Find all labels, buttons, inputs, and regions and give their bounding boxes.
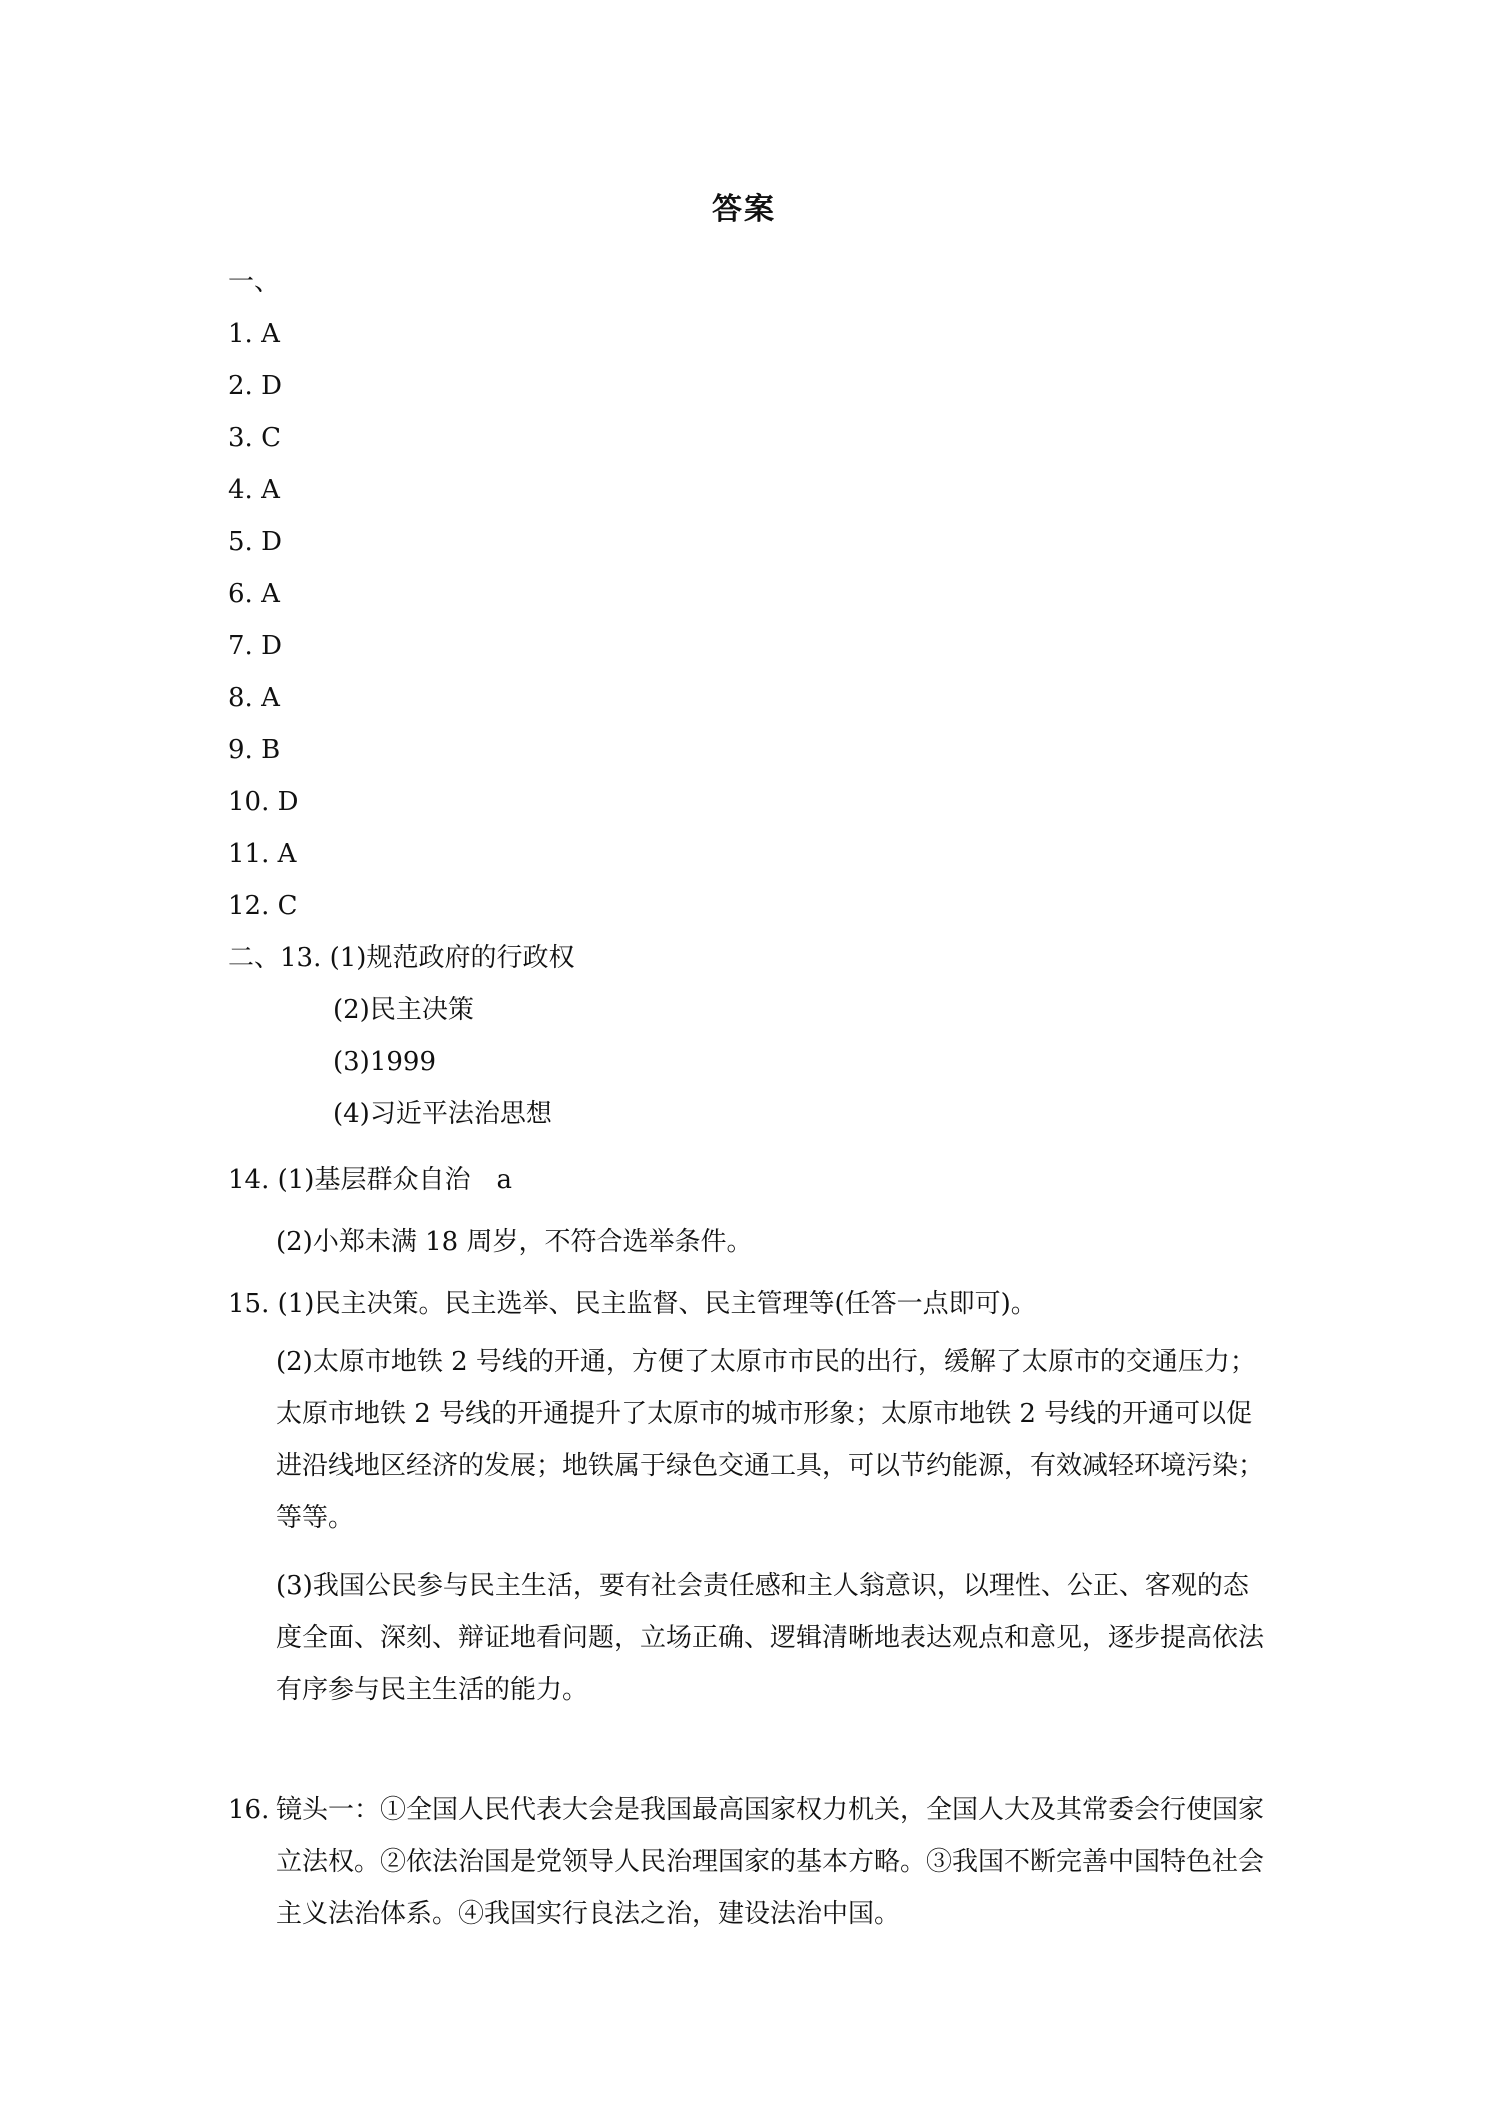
q14-part2: (2)小郑未满 18 周岁，不符合选举条件。 — [276, 1227, 753, 1257]
q15-part2: (2)太原市地铁 2 号线的开通，方便了太原市市民的出行，缓解了太原市的交通压力；太原市地铁 2 号线的开通提升了太原市的城市形象；太原市地铁 2 号线的开通可以促进沿线地区经济的发展；地铁属于绿色交通工具，可以节约能源，有效减轻环境污染；等等。 — [276, 1347, 1265, 1533]
answer-12: 12. C — [228, 891, 298, 921]
q16-number: 16. — [228, 1795, 270, 1825]
answer-3: 3. C — [228, 423, 281, 453]
answer-5: 5. D — [228, 527, 282, 557]
q14-part1: 14. (1)基层群众自治 a — [228, 1165, 512, 1195]
q16-text: 镜头一：①全国人民代表大会是我国最高国家权力机关，全国人大及其常委会行使国家立法权。②依法治国是党领导人民治理国家的基本方略。③我国不断完善中国特色社会主义法治体系。④我国实行良法之治，建设法治中国。 — [276, 1795, 1265, 1929]
section-one-heading: 一、 — [228, 267, 281, 297]
q13-part1: 二、13. (1)规范政府的行政权 — [228, 943, 575, 973]
answer-11: 11. A — [228, 839, 297, 869]
q13-part2: (2)民主决策 — [333, 995, 474, 1025]
answer-4: 4. A — [228, 475, 280, 505]
answer-6: 6. A — [228, 579, 280, 609]
q15-part1: 15. (1)民主决策。民主选举、民主监督、民主管理等(任答一点即可)。 — [228, 1289, 1037, 1319]
answer-7: 7. D — [228, 631, 282, 661]
q13-part3: (3)1999 — [333, 1047, 436, 1077]
answer-2: 2. D — [228, 371, 282, 401]
q13-part4: (4)习近平法治思想 — [333, 1099, 552, 1129]
answer-10: 10. D — [228, 787, 299, 817]
page-title: 答案 — [712, 192, 776, 227]
q15-part3: (3)我国公民参与民主生活，要有社会责任感和主人翁意识，以理性、公正、客观的态度全面、深刻、辩证地看问题，立场正确、逻辑清晰地表达观点和意见，逐步提高依法有序参与民主生活的能力。 — [276, 1571, 1265, 1705]
answer-1: 1. A — [228, 319, 280, 349]
answer-9: 9. B — [228, 735, 281, 765]
answer-8: 8. A — [228, 683, 280, 713]
